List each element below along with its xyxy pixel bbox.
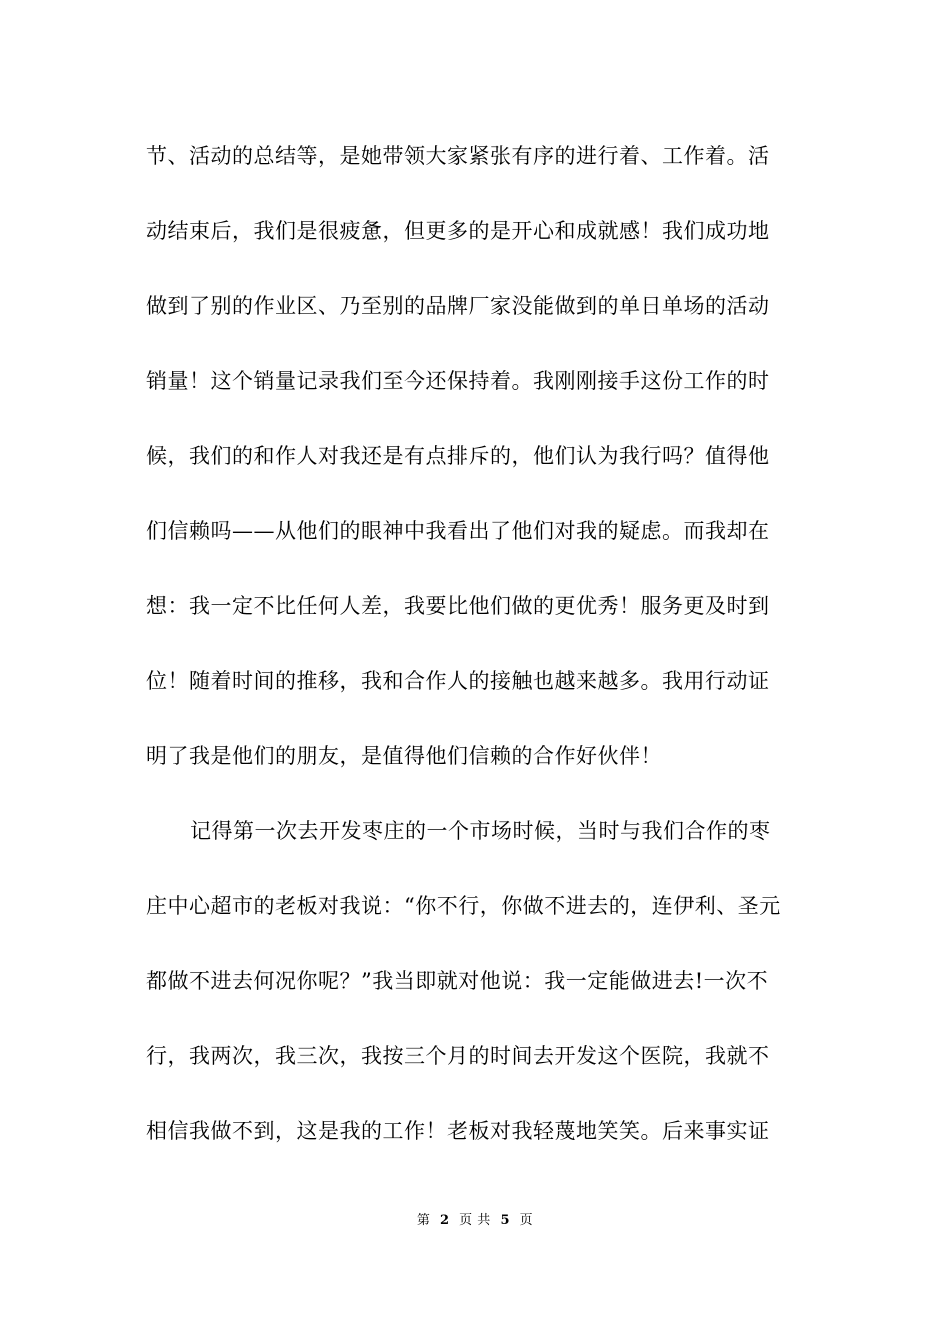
text-line: 位！随着时间的推移，我和合作人的接触也越来越多。我用行动证 [146, 669, 770, 693]
text-line-paragraph-start: 记得第一次去开发枣庄的一个市场时候，当时与我们合作的枣 [190, 819, 771, 843]
text-line: 行，我两次，我三次，我按三个月的时间去开发这个医院，我就不 [146, 1044, 770, 1068]
text-line: 候，我们的和作人对我还是有点排斥的，他们认为我行吗？值得他 [146, 444, 770, 468]
text-line: 都做不进去何况你呢？”我当即就对他说：我一定能做进去!一次不 [146, 969, 769, 993]
text-line: 想：我一定不比任何人差，我要比他们做的更优秀！服务更及时到 [146, 594, 770, 618]
footer-suffix: 页 [519, 1213, 534, 1228]
text-line: 明了我是他们的朋友，是值得他们信赖的合作好伙伴！ [146, 744, 662, 768]
footer-middle: 页 共 [459, 1213, 491, 1228]
page-footer [0, 1209, 950, 1228]
body-text [146, 136, 806, 1186]
footer-prefix: 第 [416, 1213, 431, 1228]
text-line: 做到了别的作业区、乃至别的品牌厂家没能做到的单日单场的活动 [146, 294, 770, 318]
footer-page-number: 2 [439, 1213, 450, 1228]
text-line: 销量！这个销量记录我们至今还保持着。我刚刚接手这份工作的时 [146, 369, 770, 393]
text-line: 们信赖吗——从他们的眼神中我看出了他们对我的疑虑。而我却在 [146, 519, 770, 543]
text-line: 动结束后，我们是很疲惫，但更多的是开心和成就感！我们成功地 [146, 219, 770, 243]
text-line: 节、活动的总结等，是她带领大家紧张有序的进行着、工作着。活 [146, 144, 770, 168]
text-line: 庄中心超市的老板对我说：“你不行，你做不进去的，连伊利、圣元 [146, 894, 781, 918]
footer-total-pages: 5 [500, 1213, 510, 1228]
text-line: 相信我做不到，这是我的工作！老板对我轻蔑地笑笑。后来事实证 [146, 1119, 770, 1143]
